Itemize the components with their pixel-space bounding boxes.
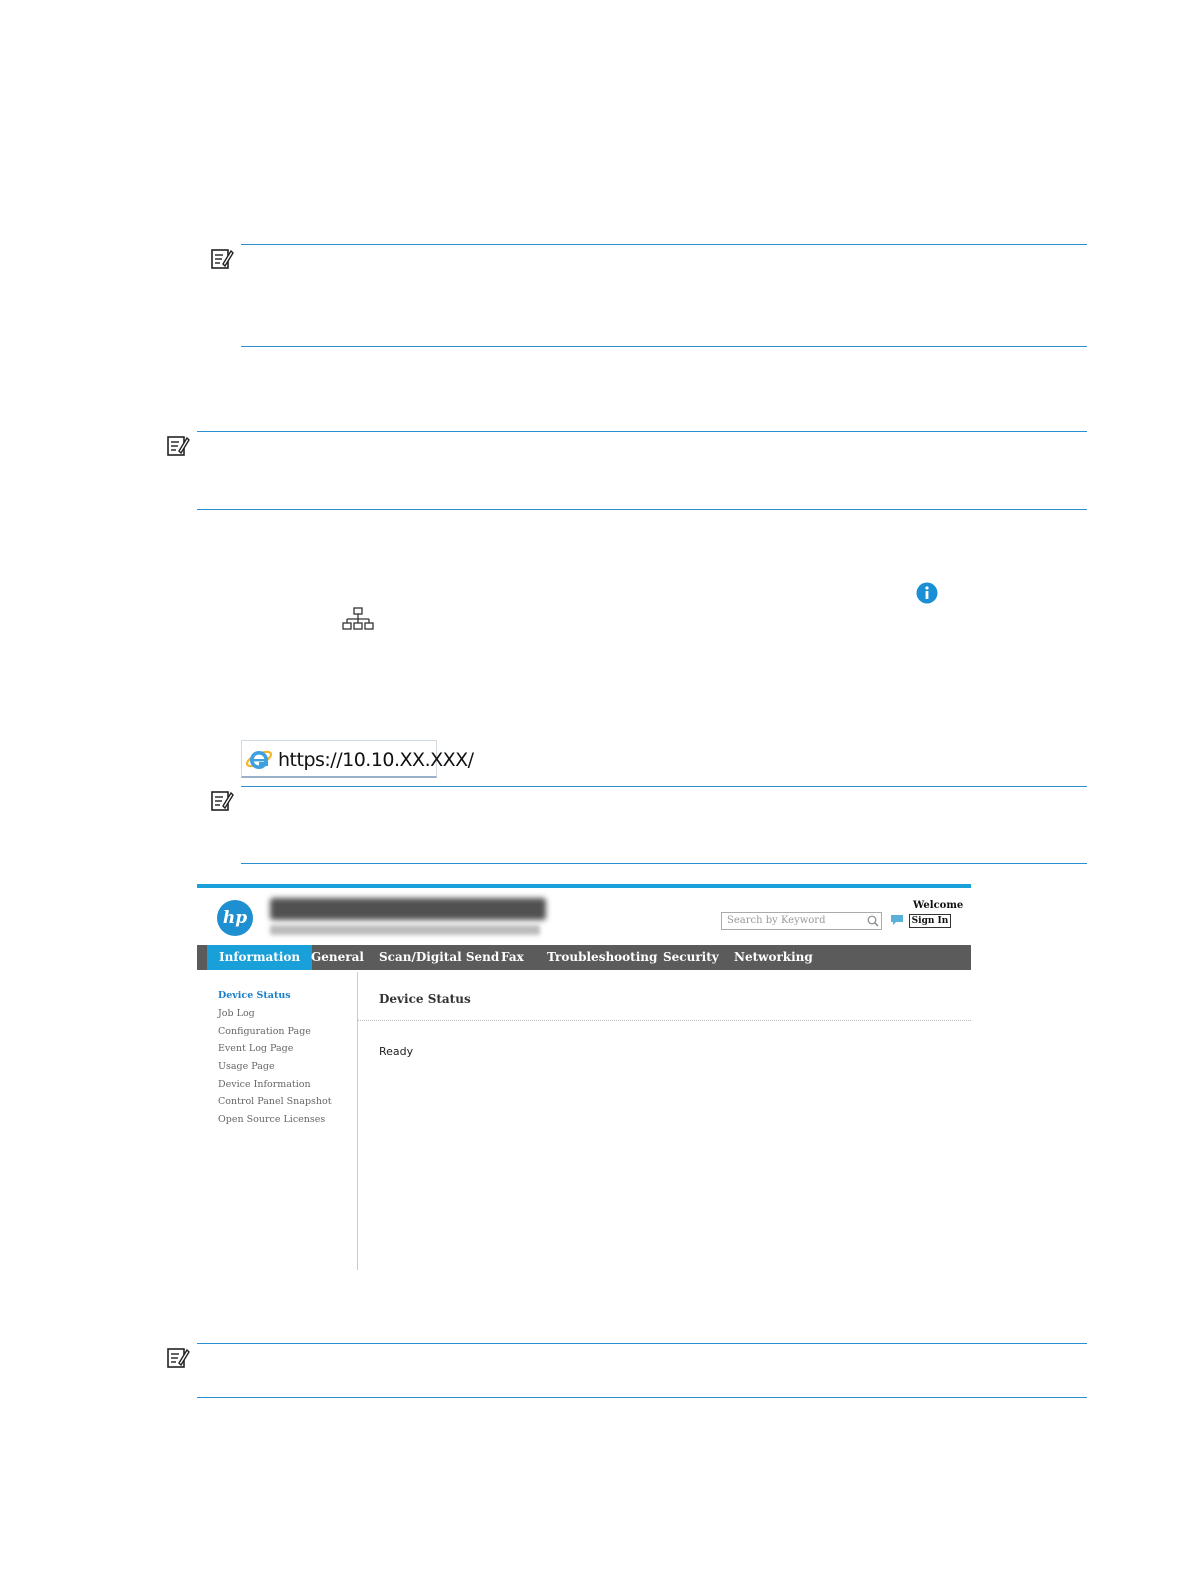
browser-address-bar[interactable] <box>241 740 474 778</box>
note-icon <box>210 247 234 271</box>
device-subtitle-blurred <box>270 925 540 935</box>
note-icon <box>210 789 234 813</box>
ews-screenshot <box>197 884 971 1270</box>
left-nav-device-status[interactable]: Device Status <box>218 990 291 1001</box>
info-icon <box>916 582 938 604</box>
left-nav-open-source-licenses[interactable]: Open Source Licenses <box>218 1114 326 1125</box>
note-rule-bottom <box>241 863 1087 864</box>
ews-accent-bar <box>197 884 971 888</box>
search-input[interactable]: Search by Keyword <box>721 912 882 930</box>
left-nav-configuration-page[interactable]: Configuration Page <box>218 1026 311 1037</box>
tab-scan-digital-send[interactable]: Scan/Digital Send <box>379 950 500 964</box>
left-nav-event-log-page[interactable]: Event Log Page <box>218 1043 294 1054</box>
tab-security[interactable]: Security <box>663 950 719 964</box>
tab-networking[interactable]: Networking <box>734 950 813 964</box>
search-icon[interactable] <box>867 915 879 927</box>
main-nav <box>197 945 971 970</box>
page-title: Device Status <box>379 992 471 1006</box>
note-rule-bottom <box>197 509 1087 510</box>
note-icon <box>166 1346 190 1370</box>
left-nav-usage-page[interactable]: Usage Page <box>218 1061 275 1072</box>
sign-in-button[interactable]: Sign In <box>909 914 951 928</box>
device-name-blurred <box>270 898 546 920</box>
tab-information[interactable]: Information <box>207 945 312 970</box>
welcome-label: Welcome <box>913 900 964 911</box>
tab-general[interactable]: General <box>311 950 364 964</box>
note-rule-bottom <box>241 346 1087 347</box>
network-icon <box>342 607 374 631</box>
title-divider <box>357 1020 971 1021</box>
tab-fax[interactable]: Fax <box>501 950 524 964</box>
note-rule-top <box>197 1343 1087 1344</box>
feedback-icon[interactable] <box>891 915 903 925</box>
note-rule-bottom <box>197 1397 1087 1398</box>
left-nav-control-panel-snapshot[interactable]: Control Panel Snapshot <box>218 1096 332 1107</box>
ie-browser-icon <box>245 745 273 773</box>
note-rule-top <box>197 431 1087 432</box>
nav-divider <box>357 972 358 1270</box>
note-rule-top <box>241 786 1087 787</box>
note-rule-top <box>241 244 1087 245</box>
left-nav-device-information[interactable]: Device Information <box>218 1079 311 1090</box>
note-icon <box>166 434 190 458</box>
hp-logo: hp <box>217 900 253 936</box>
device-status-text: Ready <box>379 1045 414 1058</box>
left-nav-job-log[interactable]: Job Log <box>218 1008 255 1019</box>
address-url: https://10.10.XX.XXX/ <box>278 749 474 771</box>
tab-troubleshooting[interactable]: Troubleshooting <box>547 950 658 964</box>
